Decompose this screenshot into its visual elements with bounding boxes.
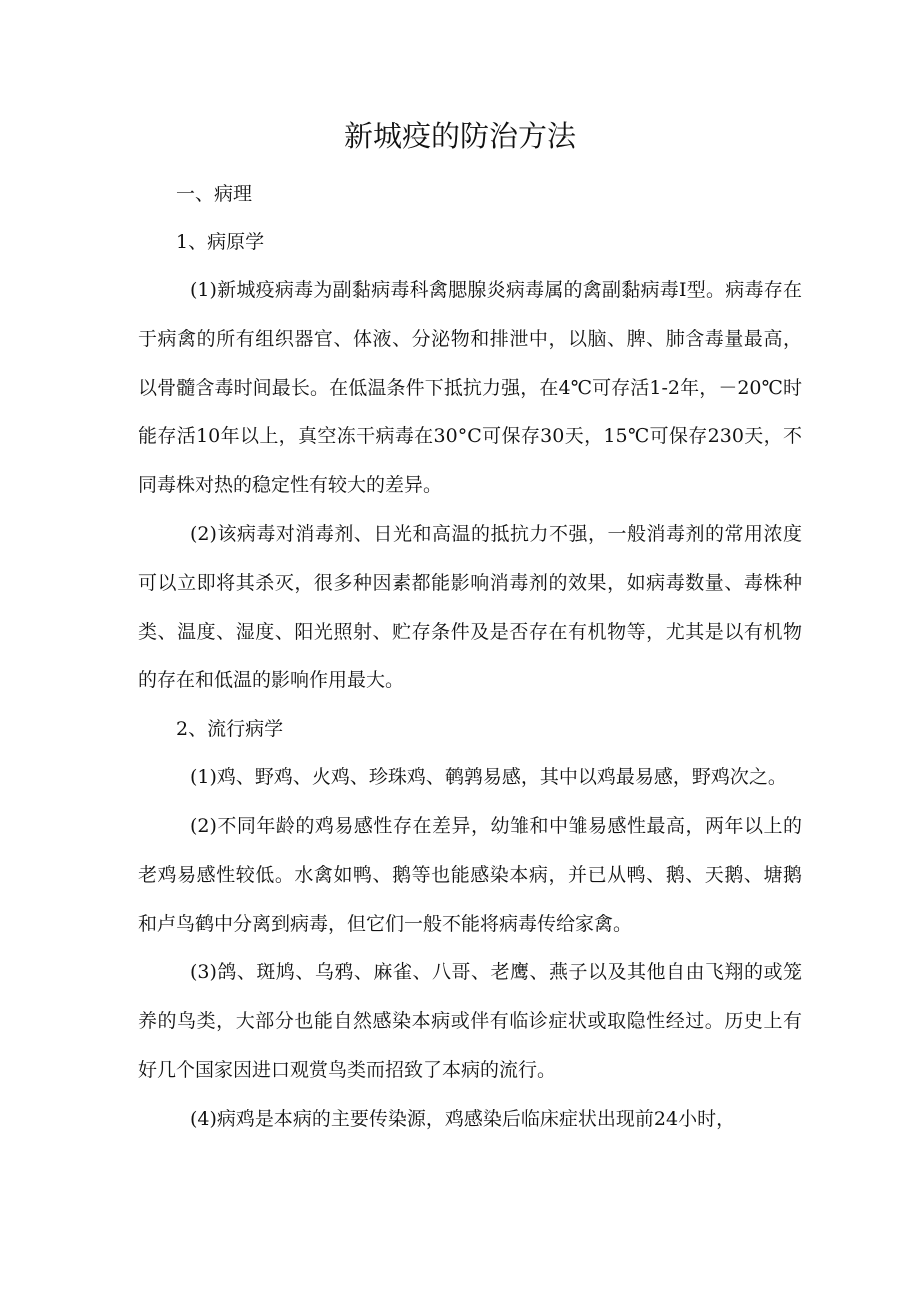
paragraph-epidemiology-3: (3)鸽、斑鸠、乌鸦、麻雀、八哥、老鹰、燕子以及其他自由飞翔的或笼养的鸟类，大部分也能自然感染本病或伴有临诊症状或取隐性经过。历史上有好几个国家因进口观赏鸟类而招致了本病的流行。 bbox=[138, 961, 802, 1081]
subsection-heading-etiology: 1、病原学 bbox=[176, 231, 265, 253]
paragraph-epidemiology-4: (4)病鸡是本病的主要传染源，鸡感染后临床症状出现前24小时， bbox=[190, 1107, 736, 1130]
section-heading-pathology: 一、病理 bbox=[176, 183, 253, 205]
paragraph-epidemiology-2: (2)不同年龄的鸡易感性存在差异，幼雏和中雏易感性最高，两年以上的老鸡易感性较低。水禽如鸭、鹅等也能感染本病，并已从鸭、鹅、天鹅、塘鹅和卢鸟鹤中分离到病毒，但它们一般不能将病毒传给家禽。 bbox=[138, 814, 802, 935]
document-title: 新城疫的防治方法 bbox=[343, 119, 576, 153]
paragraph-epidemiology-1: (1)鸡、野鸡、火鸡、珍珠鸡、鹌鹑易感，其中以鸡最易感，野鸡次之。 bbox=[190, 766, 787, 789]
document-body bbox=[138, 170, 802, 1144]
subsection-heading-epidemiology: 2、流行病学 bbox=[176, 718, 284, 741]
paragraph-etiology-2: (2)该病毒对消毒剂、日光和高温的抵抗力不强，一般消毒剂的常用浓度可以立即将其杀灭，很多种因素都能影响消毒剂的效果，如病毒数量、毒株种类、温度、湿度、阳光照射、贮存条件及是否存在有机物等，尤其是以有机物的存在和低温的影响作用最大。 bbox=[138, 522, 802, 692]
paragraph-etiology-1: (1)新城疫病毒为副黏病毒科禽腮腺炎病毒属的禽副黏病毒Ⅰ型。病毒存在于病禽的所有组织器官、体液、分泌物和排泄中，以脑、脾、肺含毒量最高，以骨髓含毒时间最长。在低温条件下抵抗力强，在4℃可存活1-2年，－20℃时能存活10年以上，真空冻干病毒在30°C可保存30天，15℃可保存230天，不同毒株对热的稳定性有较大的差异。 bbox=[138, 279, 802, 497]
